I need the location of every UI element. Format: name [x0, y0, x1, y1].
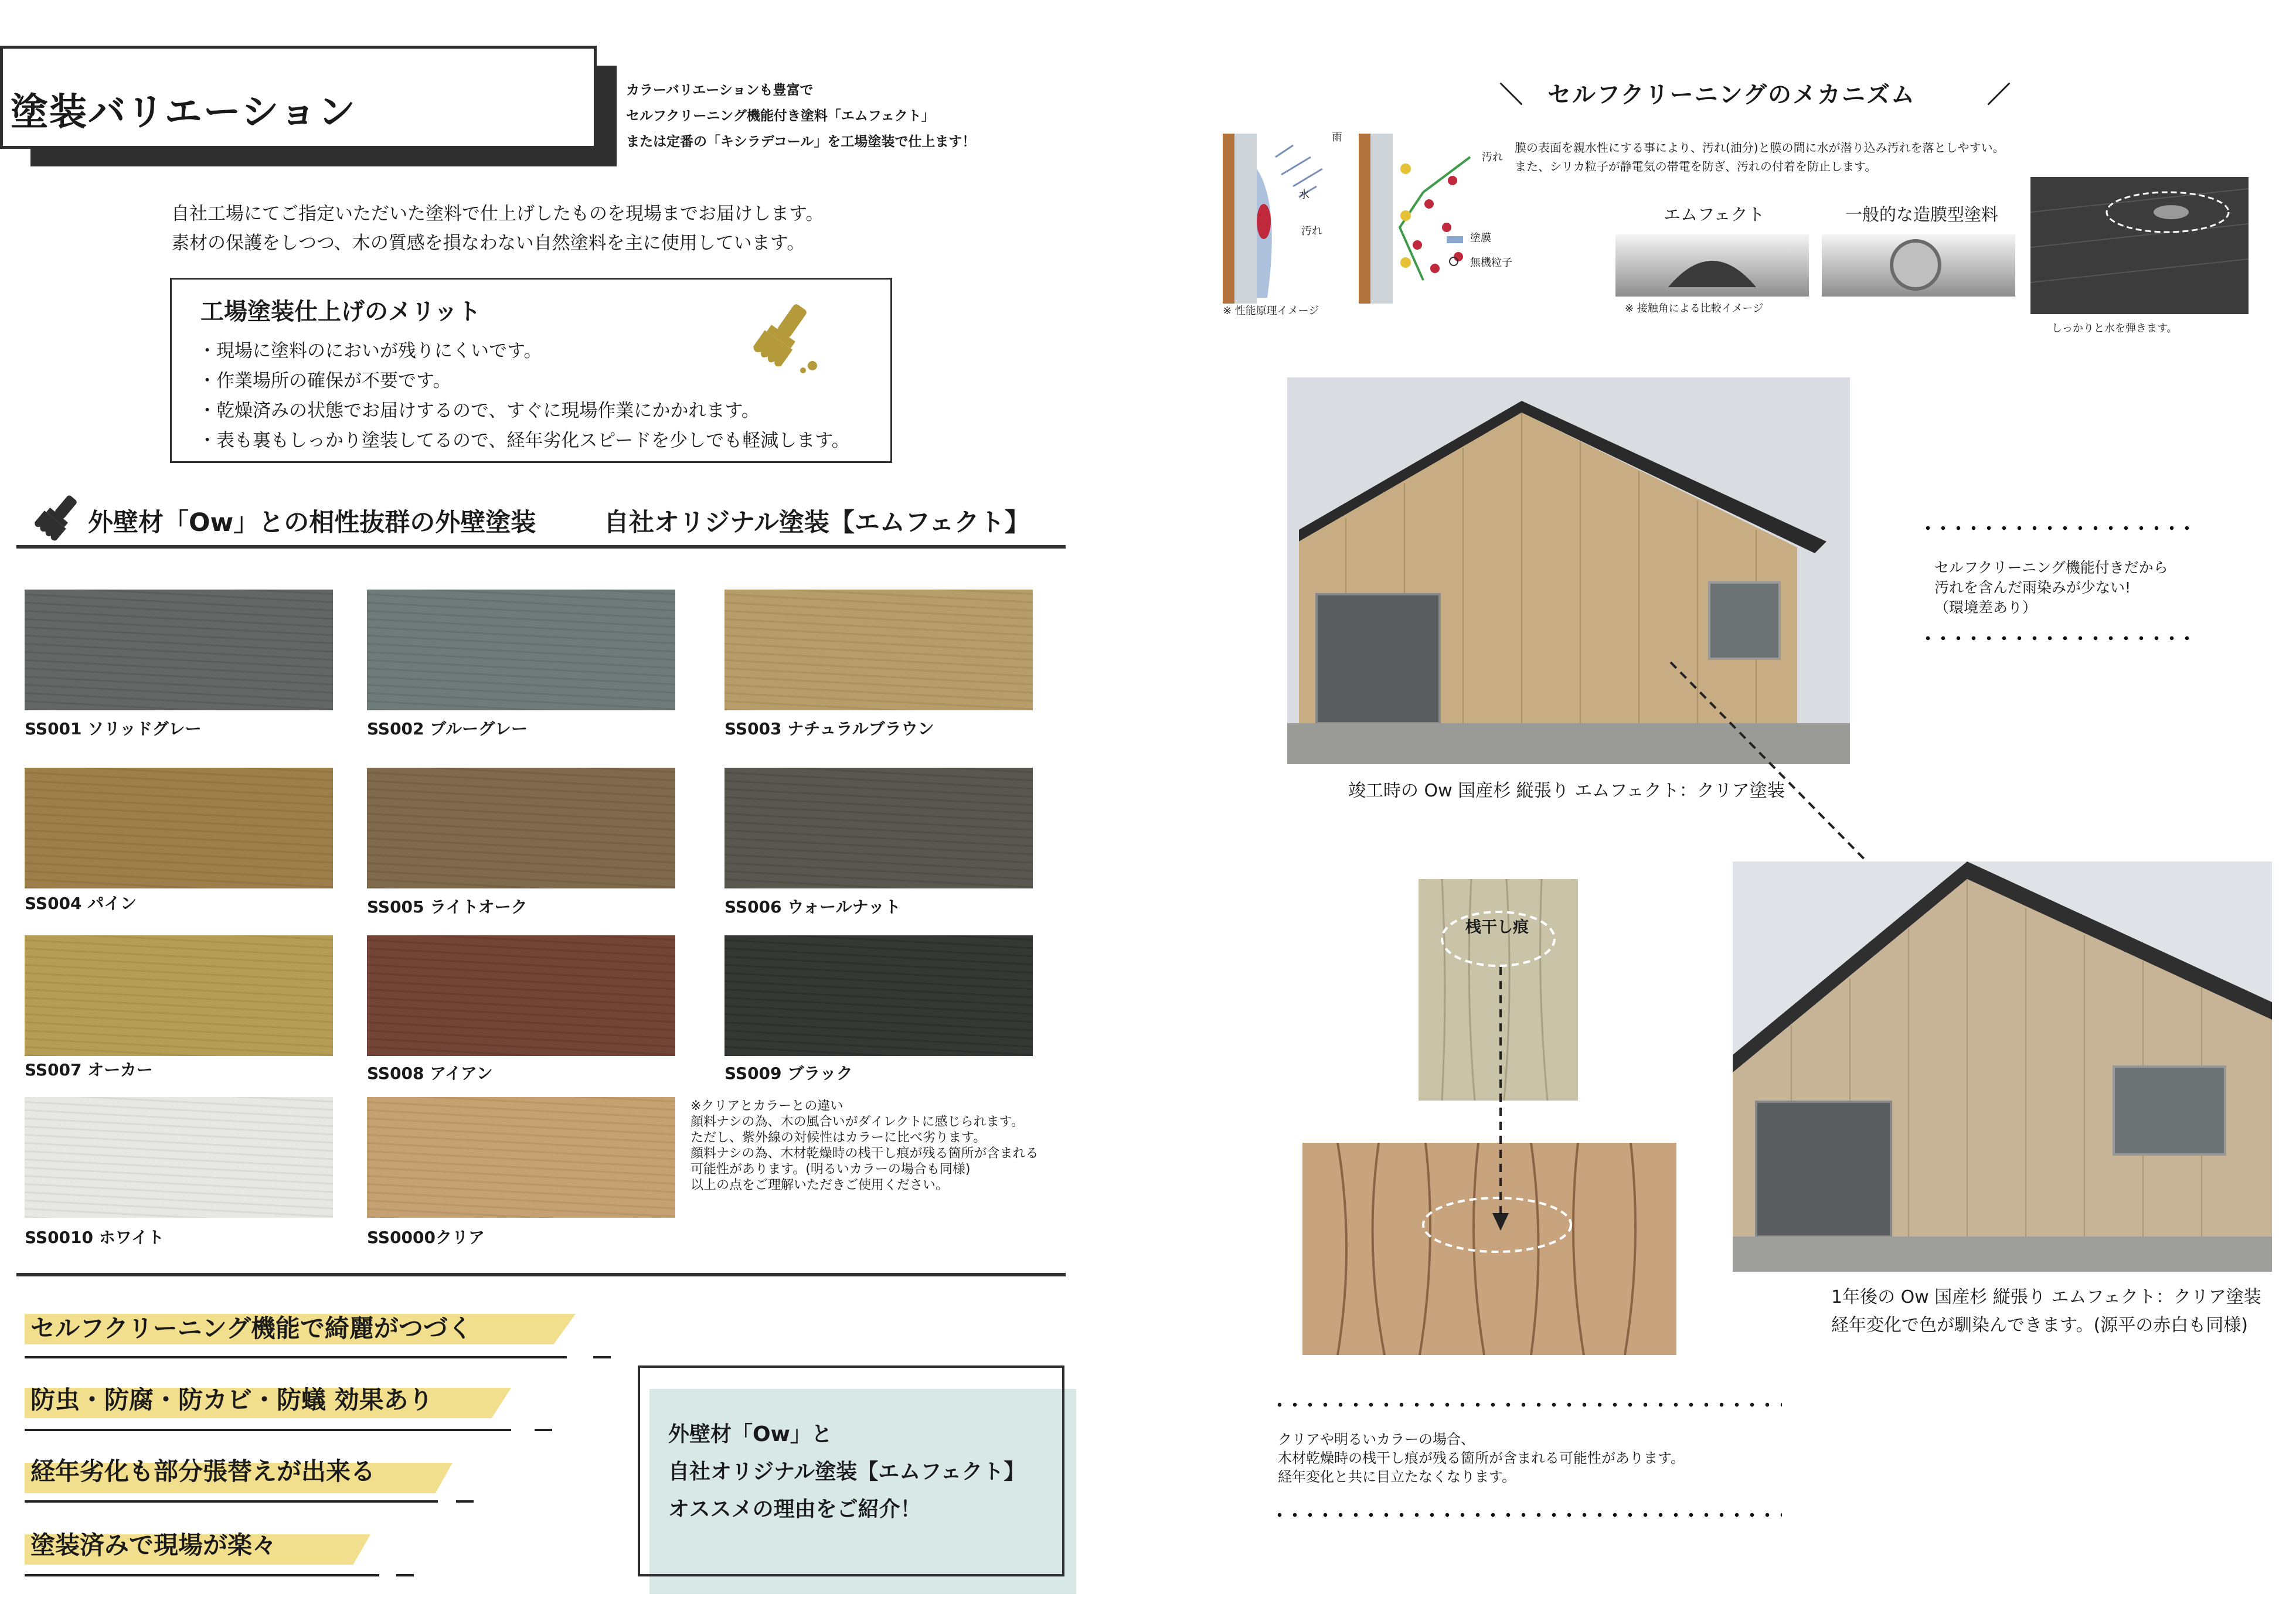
merit-item: ・乾燥済みの状態でお届けするので、すぐに現場作業にかかれます。: [198, 400, 760, 421]
swatch-label: SS007 オーカー: [25, 1060, 153, 1079]
caption-line: 1年後の Ow 国産杉 縦張り エムフェクト：クリア塗装: [1831, 1287, 2261, 1307]
swatch-ss003: [724, 590, 1033, 710]
water-repellency-photo: [2030, 177, 2249, 314]
compare-label-general: 一般的な造膜型塗料: [1845, 205, 1999, 224]
swatch-ss002: [367, 590, 675, 710]
swatch-label: SS001 ソリッドグレー: [25, 719, 202, 738]
dotted-rule: [1920, 635, 2191, 641]
callout-line: セルフクリーニング機能付きだから: [1934, 559, 2168, 576]
swatch-ss006: [724, 768, 1033, 888]
merit-item: ・作業場所の確保が不要です。: [198, 370, 451, 391]
note-line: 顔料ナシの為、木の風合いがダイレクトに感じられます。: [690, 1115, 1024, 1129]
swatch-ss008: [367, 935, 675, 1056]
mark-label: 桟干し痕: [1465, 918, 1529, 936]
swatch-label: SS0010 ホワイト: [25, 1228, 164, 1247]
feature-dash: [396, 1574, 414, 1576]
note-line: ただし、紫外線の対候性はカラーに比べ劣ります。: [690, 1130, 987, 1145]
swatch-label: SS0000クリア: [367, 1228, 485, 1247]
swatch-ss005: [367, 768, 675, 888]
swatch-ss004: [25, 768, 333, 888]
merit-item: ・表も裏もしっかり塗装してるので、経年劣化スピードを少しでも軽減します。: [198, 430, 850, 451]
merit-item: ・現場に塗料のにおいが残りにくいです。: [198, 340, 542, 362]
title-mark-left: ＼: [1499, 81, 1523, 108]
mechanism-title: セルフクリーニングのメカニズム: [1547, 81, 1916, 108]
tagline: [626, 77, 975, 155]
label-particle: 無機粒子: [1470, 257, 1512, 269]
feature-dash: [535, 1429, 552, 1431]
note-line: 可能性があります。(明るいカラーの場合も同様): [690, 1162, 971, 1177]
swatch-label: SS006 ウォールナット: [724, 897, 902, 917]
intro-line: 素材の保護をしつつ、木の質感を損なわない自然塗料を主に使用しています。: [171, 233, 805, 254]
clear-note: [690, 1098, 1039, 1193]
feature-dash: [456, 1500, 474, 1503]
dotted-rule: [1272, 1402, 1782, 1408]
intro-line: 自社工場にてご指定いただいた塗料で仕上げしたものを現場までお届けします。: [171, 203, 824, 224]
swatch-label: SS008 アイアン: [367, 1064, 493, 1083]
caption-one-year: [1831, 1283, 2261, 1340]
feature-underline: [25, 1574, 379, 1576]
swatch-ss009: [724, 935, 1033, 1056]
dashed-arrow-down: [1489, 967, 1512, 1237]
feature-underline: [25, 1429, 511, 1431]
feature-text: 防虫・防腐・防カビ・防蟻 効果あり: [30, 1385, 433, 1414]
contact-angle-general-image: [1822, 234, 2015, 297]
swatch-label: SS003 ナチュラルブラウン: [724, 719, 934, 738]
desc-line: また、シリカ粒子が静電気の帯電を防ぎ、汚れの付着を防止します。: [1515, 159, 1877, 173]
swatch-ss0010: [25, 1097, 333, 1218]
label-dirt-2: 汚れ: [1482, 151, 1503, 164]
reason-text: [668, 1416, 1025, 1528]
dotted-rule: [1920, 525, 2191, 531]
caption-water: しっかりと水を弾きます。: [2052, 322, 2178, 335]
note-line: 以上の点をご理解いただきご使用ください。: [690, 1178, 949, 1193]
swatch-label: SS005 ライトオーク: [367, 897, 528, 917]
reason-line: 自社オリジナル塗装【エムフェクト】: [668, 1460, 1025, 1484]
intro-text: [171, 199, 824, 258]
feature-text: セルフクリーニング機能で綺麗がつづく: [30, 1314, 472, 1343]
caption-contact: ※ 接触角による比較イメージ: [1625, 302, 1764, 315]
paint-brush-icon: [737, 300, 825, 376]
feature-text: 経年劣化も部分張替えが出来る: [30, 1457, 376, 1486]
dotted-rule: [1272, 1512, 1782, 1518]
tagline-line: または定番の「キシラデコール」を工場塗装で仕上ます！: [626, 134, 976, 149]
desc-line: 膜の表面を親水性にする事により、汚れ(油分)と膜の間に水が潜り込み汚れを落としやすい。: [1515, 141, 2005, 155]
swatch-ss007: [25, 935, 333, 1056]
swatch-label: SS002 ブルーグレー: [367, 719, 528, 738]
callout-line: 汚れを含んだ雨染みが少ない!: [1934, 579, 2131, 596]
caption-new: 竣工時の Ow 国産杉 縦張り エムフェクト：クリア塗装: [1348, 781, 1785, 801]
callout-line: （環境差あり）: [1934, 599, 2038, 616]
callout-line: 経年変化と共に目立たなくなります。: [1278, 1469, 1516, 1485]
page-title: 塗装バリエーション: [11, 91, 357, 134]
reason-line: オススメの理由をご紹介！: [668, 1497, 921, 1521]
feature-underline: [25, 1500, 438, 1503]
label-dirt: 汚れ: [1301, 225, 1322, 237]
note-line: 顔料ナシの為、木材乾燥時の桟干し痕が残る箇所が含まれる: [690, 1146, 1039, 1161]
label-coating: 塗膜: [1470, 232, 1491, 244]
bottom-divider: [16, 1273, 1066, 1276]
callout-drying-marks: [1278, 1430, 1685, 1486]
section-heading-right: 自社オリジナル塗装【エムフェクト】: [604, 508, 1030, 537]
brush-icon: [25, 492, 89, 545]
note-line: ※クリアとカラーとの違い: [690, 1099, 843, 1113]
swatch-label: SS009 ブラック: [724, 1064, 853, 1083]
feature-dash: [593, 1356, 611, 1358]
title-mark-right: ／: [1987, 81, 2011, 108]
callout-line: 木材乾燥時の桟干し痕が残る箇所が含まれる可能性があります。: [1278, 1450, 1685, 1466]
swatch-label: SS004 パイン: [25, 894, 137, 913]
reason-line: 外壁材「Ow」と: [668, 1422, 832, 1446]
merit-title: 工場塗装仕上げのメリット: [200, 298, 481, 325]
caption-line: 経年変化で色が馴染んできます。(源平の赤白も同様): [1831, 1315, 2249, 1336]
swatch-ss0000: [367, 1097, 675, 1218]
mechanism-diagram-rain: [1223, 134, 1351, 304]
feature-text: 塗装済みで現場が楽々: [30, 1531, 277, 1559]
label-water: 水: [1299, 189, 1309, 201]
callout-self-cleaning: [1934, 558, 2168, 618]
tagline-line: カラーバリエーションも豊富で: [626, 83, 814, 98]
swatch-ss001: [25, 590, 333, 710]
section-heading-left: 外壁材「Ow」との相性抜群の外壁塗装: [88, 508, 536, 537]
building-photo-one-year: [1733, 861, 2272, 1272]
caption-principle: ※ 性能原理イメージ: [1223, 305, 1319, 317]
mechanism-description: [1515, 138, 2005, 176]
contact-angle-mfect-image: [1615, 234, 1809, 297]
section-divider: [16, 545, 1066, 549]
tagline-line: セルフクリーニング機能付き塗料「エムフェクト」: [626, 108, 935, 124]
callout-line: クリアや明るいカラーの場合、: [1278, 1431, 1475, 1448]
feature-underline: [25, 1356, 567, 1358]
compare-label-mfect: エムフェクト: [1664, 205, 1765, 224]
label-rain: 雨: [1332, 131, 1342, 144]
